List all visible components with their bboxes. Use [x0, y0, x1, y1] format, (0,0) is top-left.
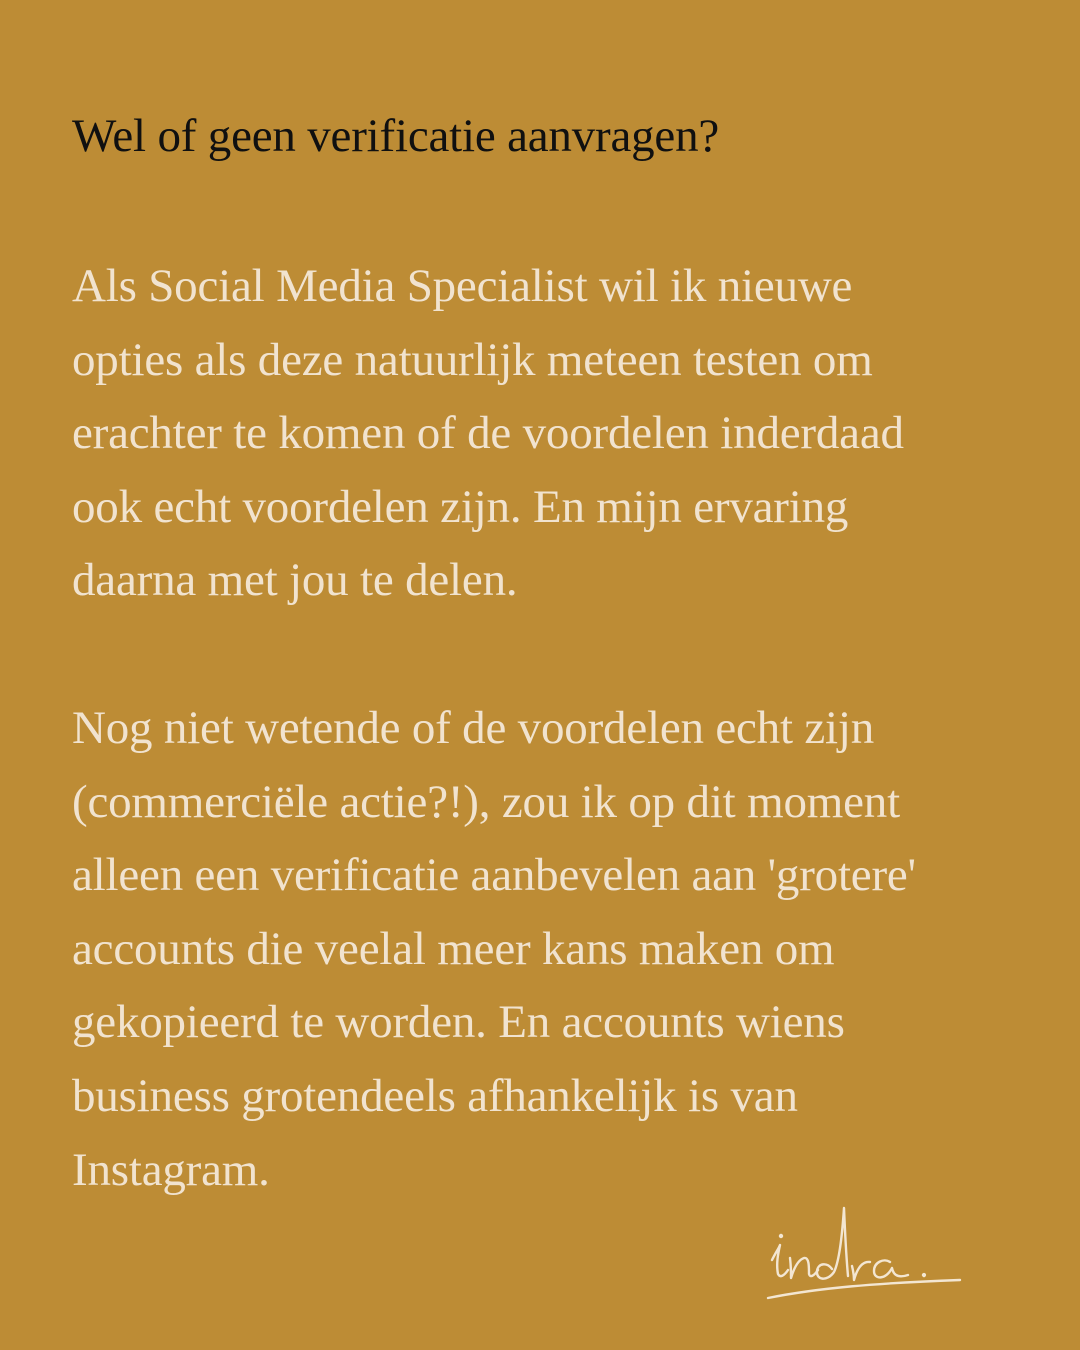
- paragraph-intro: Als Social Media Specialist wil ik nieuwe opties als deze natuurlijk meteen testen om erachter te komen of de voordelen inderdaad ook echt voordelen zijn. En mijn ervaring daarna met jou te delen.: [72, 260, 904, 607]
- paragraph-advice: Nog niet wetende of de voordelen echt zijn (commerciële actie?!), zou ik op dit moment alleen een verificatie aanbevelen aan 'grotere' accounts die veelal meer kans maken om gekopieerd te worden. En accounts wiens business grotendeels afhankelijk is van Instagram.: [72, 702, 916, 1196]
- signature-logo: [760, 1196, 980, 1316]
- slide-title: Wel of geen verificatie aanvragen?: [72, 110, 720, 162]
